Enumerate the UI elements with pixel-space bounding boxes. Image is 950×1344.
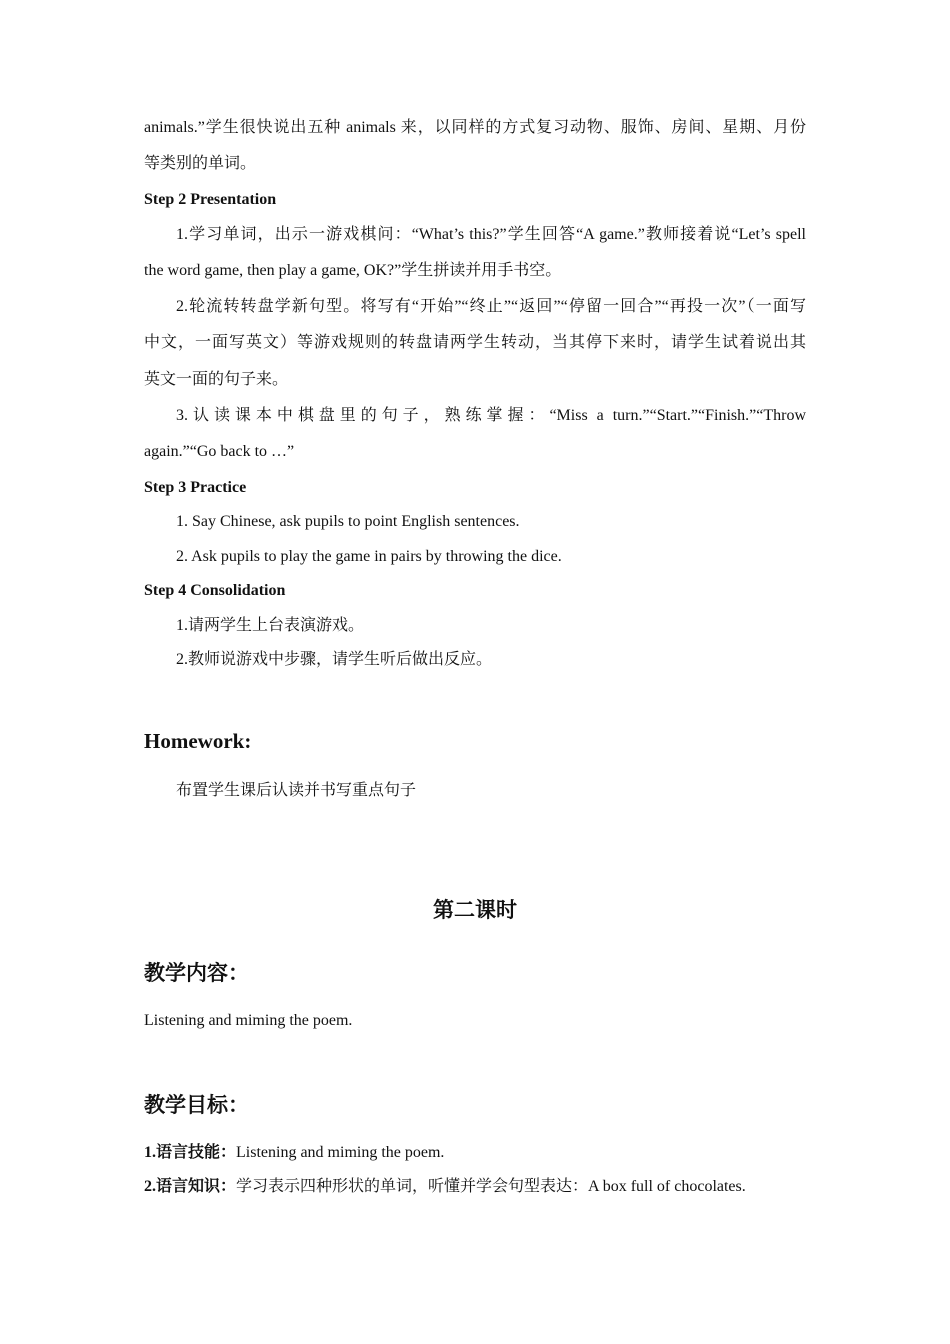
content-heading: 教学内容： <box>144 961 249 985</box>
goal-2-label: 2.语言知识： <box>144 1178 237 1195</box>
step2-item1-line-2: the word game, then play a game, OK?”学生拼读并用手书空。 <box>144 262 562 279</box>
homework-heading: Homework: <box>144 729 252 753</box>
goal-2-text: 学习表示四种形状的单词，听懂并学会句型表达：A box full of chocolates. <box>236 1178 746 1195</box>
step1-line-2: 等类别的单词。 <box>144 155 257 172</box>
content-text: Listening and miming the poem. <box>144 1012 353 1029</box>
homework-text: 布置学生课后认读并书写重点句子 <box>176 782 417 799</box>
step2-item1-line-1: 1.学习单词，出示一游戏棋问：“What’s this?”学生回答“A game.”教师接着说“Let’s spell <box>176 226 806 243</box>
step4-item-2: 2.教师说游戏中步骤，请学生听后做出反应。 <box>176 651 493 668</box>
step2-item2-line-1: 2.轮流转转盘学新句型。将写有“开始”“终止”“返回”“停留一回合”“再投一次”（一面写 <box>176 298 806 315</box>
step3-item-1: 1. Say Chinese, ask pupils to point English sentences. <box>176 513 520 530</box>
goal-1-text: Listening and miming the poem. <box>236 1144 445 1161</box>
lesson2-title: 第二课时 <box>433 898 517 922</box>
step4-item-1: 1.请两学生上台表演游戏。 <box>176 617 365 634</box>
step3-item-2: 2. Ask pupils to play the game in pairs by throwing the dice. <box>176 548 562 565</box>
step1-line-1: animals.”学生很快说出五种 animals 来，以同样的方式复习动物、服饰、房间、星期、月份 <box>144 119 806 136</box>
goal-1-label: 1.语言技能： <box>144 1144 237 1161</box>
step2-item2-line-2: 中文，一面写英文）等游戏规则的转盘请两学生转动，当其停下来时，请学生试着说出其 <box>144 334 806 351</box>
step2-item3-line-2: again.”“Go back to …” <box>144 443 295 460</box>
goal-1 <box>144 1142 806 1164</box>
step2-item3-line-1: 3.认读课本中棋盘里的句子，熟练掌握：“Miss a turn.”“Start.”“Finish.”“Throw <box>176 407 806 424</box>
step4-heading: Step 4 Consolidation <box>144 582 286 599</box>
step3-heading: Step 3 Practice <box>144 479 247 496</box>
step2-item2-line-3: 英文一面的句子来。 <box>144 371 289 388</box>
goal-2 <box>144 1176 806 1198</box>
step2-heading: Step 2 Presentation <box>144 191 277 208</box>
goals-heading: 教学目标： <box>144 1093 249 1117</box>
